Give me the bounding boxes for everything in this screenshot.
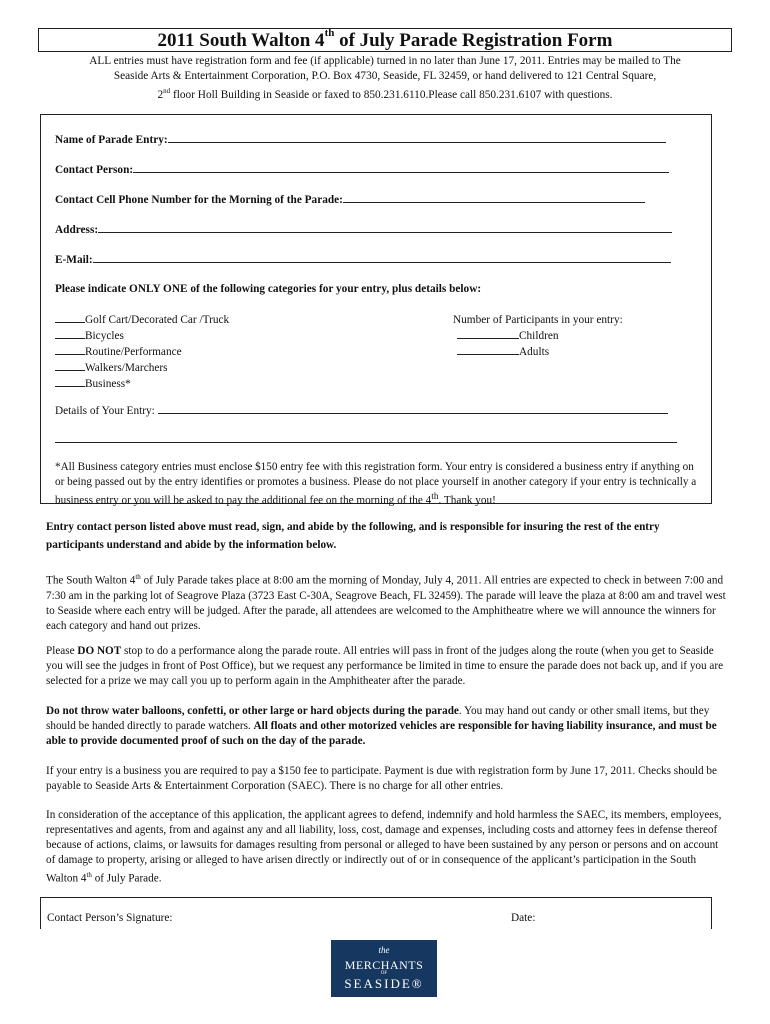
- contact-notice: Entry contact person listed above must read, sign, and abide by the following, and is responsible for insuring the rest of the entry participants understand and abide by the information below.: [46, 521, 660, 551]
- category-business[interactable]: Business*: [55, 376, 229, 392]
- intro-line-3: 2nd floor Holl Building in Seaside or faxed to 850.231.6110.Please call 850.231.6107 with questions.: [157, 87, 613, 101]
- date-field[interactable]: Date:: [511, 912, 536, 924]
- signature-box: [40, 897, 712, 929]
- category-list: [55, 312, 229, 392]
- merchants-of-seaside-logo: the MERCHANTS OF SEASIDE®: [331, 940, 437, 997]
- children-field[interactable]: Children: [453, 328, 623, 344]
- address-field[interactable]: Address:: [55, 223, 672, 236]
- entry-form-box: [40, 114, 712, 507]
- intro-line-1: ALL entries must have registration form and fee (if applicable) turned in no later than June 17, 2011. Entries may be mailed to The: [89, 55, 681, 67]
- intro-line-2: Seaside Arts & Entertainment Corporation, P.O. Box 4730, Seaside, FL 32459, or hand delivered to 121 Central Square,: [113, 70, 657, 82]
- intro-text: [40, 54, 730, 103]
- paragraph-schedule: The South Walton 4th of July Parade takes place at 8:00 am the morning of Monday, July 4, 2011. All entries are expected to check in between 7:00 and 7:30 am in the parking lot of Seagrove Plaza (3723 East C-30A, Seagrove Beach, FL 32459). The parade will leave the plaza at 8:00 am and travel west to Seaside where each entry will be judged. After the parade, all attendees are welcomed to the Amphitheatre where we will announce the winners for each category and hand out prizes.: [46, 573, 726, 632]
- paragraph-performance: Please DO NOT stop to do a performance along the parade route. All entries will pass in front of the judges along the route (when you get to Seaside you will see the judges in front of Post Office), but we request any performance be limited in time to ensure the parade does not back up, and if you are selected for a prize we may call you up to perform again in the Amphitheater after the parade.: [46, 645, 724, 687]
- paragraph-safety: Do not throw water balloons, confetti, or other large or hard objects during the parade. You may hand out candy or other small items, but they should be handed directly to parade watchers. All floats and other motorized vehicles are responsible for having liability insurance, and must be able to provide documented proof of such on the day of the parade.: [46, 705, 717, 747]
- details-line-2[interactable]: [55, 442, 677, 443]
- category-golf-cart[interactable]: Golf Cart/Decorated Car /Truck: [55, 312, 229, 328]
- category-walkers[interactable]: Walkers/Marchers: [55, 360, 229, 376]
- category-bicycles[interactable]: Bicycles: [55, 328, 229, 344]
- details-field[interactable]: Details of Your Entry:: [55, 404, 668, 417]
- participants-heading: Number of Participants in your entry:: [453, 314, 623, 326]
- participants-section: [453, 313, 623, 360]
- parade-entry-field[interactable]: Name of Parade Entry:: [55, 133, 666, 146]
- contact-person-field[interactable]: Contact Person:: [55, 163, 669, 176]
- adults-field[interactable]: Adults: [453, 344, 623, 360]
- paragraph-fee: If your entry is a business you are required to pay a $150 fee to participate. Payment is due with registration form by June 17, 2011. Checks should be payable to Seaside Arts & Entertainment Corporation (SAEC). There is no charge for all other entries.: [46, 765, 717, 792]
- category-prompt: Please indicate ONLY ONE of the following categories for your entry, plus details below:: [55, 283, 482, 295]
- category-routine[interactable]: Routine/Performance: [55, 344, 229, 360]
- business-note: *All Business category entries must enclose $150 entry fee with this registration form. Your entry is considered a business entry if anything on or being passed out by the entry identifies or promotes a business. Please do not place yourself in another category if your entry is technically a business entry or you will be asked to pay the additional fee on the morning of the 4th. Thank you!: [55, 461, 697, 507]
- form-title: 2011 South Walton 4th of July Parade Registration Form: [38, 28, 732, 52]
- signature-field[interactable]: Contact Person’s Signature:: [47, 912, 173, 924]
- email-field[interactable]: E-Mail:: [55, 253, 671, 266]
- paragraph-indemnity: In consideration of the acceptance of this application, the applicant agrees to defend, indemnify and hold harmless the SAEC, its members, employees, representatives and agents, from and against any and all liability, loss, cost, damage and expenses, including costs and attorney fees in defense thereof because of actions, claims, or lawsuits for damages resulting from personal or alleged to have been sustained by any person or persons and on account of damage to property, arising or alleged to have arisen directly or indirectly out of or in consequence of the applicant’s participation in the South Walton 4th of July Parade.: [46, 809, 722, 885]
- cell-phone-field[interactable]: Contact Cell Phone Number for the Morning of the Parade:: [55, 193, 645, 206]
